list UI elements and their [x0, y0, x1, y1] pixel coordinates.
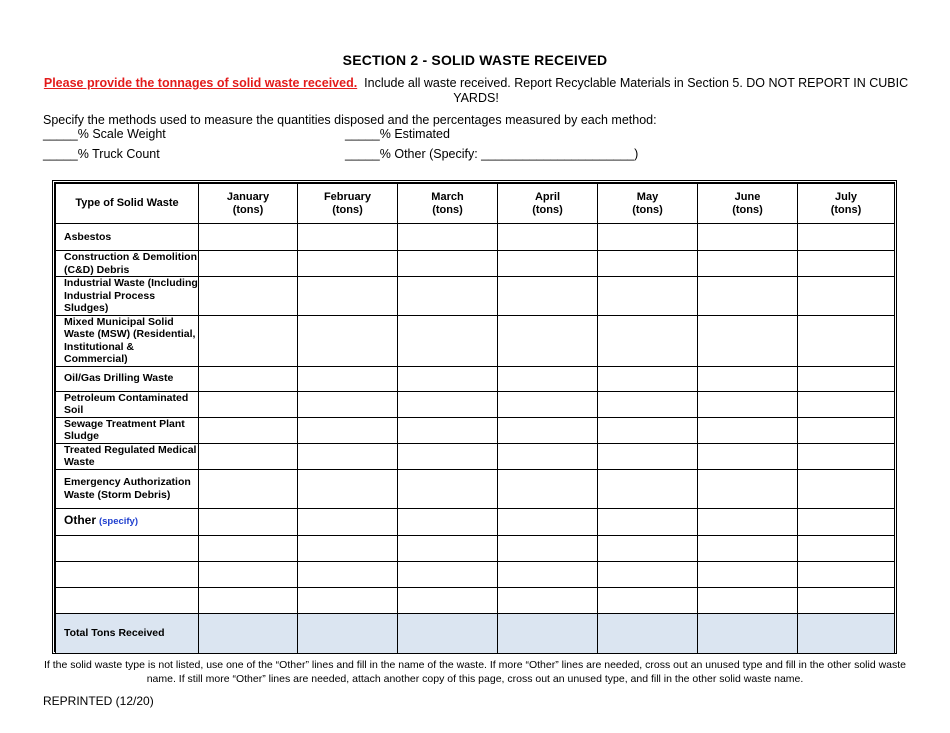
table-row: [56, 417, 895, 443]
table-row: [56, 391, 895, 417]
tons-cell[interactable]: [199, 417, 298, 443]
waste-table-frame: [52, 180, 897, 654]
tons-cell[interactable]: [498, 561, 598, 587]
tons-cell[interactable]: [698, 417, 798, 443]
tons-cell[interactable]: [798, 315, 895, 366]
tons-cell[interactable]: [298, 469, 398, 508]
other-name-cell[interactable]: [56, 561, 199, 587]
table-row: [56, 587, 895, 613]
table-row: [56, 508, 895, 535]
tons-cell[interactable]: [199, 469, 298, 508]
tons-cell[interactable]: [199, 251, 298, 277]
tons-cell[interactable]: [598, 469, 698, 508]
table-row: [56, 224, 895, 251]
instructions-highlight: Please provide the tonnages of solid waste received.: [43, 76, 358, 90]
tons-cell[interactable]: [199, 587, 298, 613]
tons-cell[interactable]: [398, 366, 498, 391]
tons-cell[interactable]: [598, 443, 698, 469]
month-header-february: February (tons): [298, 184, 398, 224]
tons-cell[interactable]: [498, 417, 598, 443]
tons-cell[interactable]: [598, 366, 698, 391]
tons-cell[interactable]: [698, 443, 798, 469]
tons-cell[interactable]: [199, 224, 298, 251]
tons-cell[interactable]: [698, 224, 798, 251]
tons-cell[interactable]: [398, 417, 498, 443]
table-row: [56, 443, 895, 469]
total-cell[interactable]: [199, 613, 298, 653]
tons-cell[interactable]: [498, 391, 598, 417]
tons-cell[interactable]: [298, 391, 398, 417]
row-label-industrial-waste: Industrial Waste (Including Industrial Process Sludges): [56, 277, 199, 316]
row-label-msw: Mixed Municipal Solid Waste (MSW) (Residential, Institutional & Commercial): [56, 315, 199, 366]
tons-cell[interactable]: [698, 391, 798, 417]
tons-cell[interactable]: [498, 315, 598, 366]
tons-cell[interactable]: [398, 561, 498, 587]
tons-cell[interactable]: [598, 587, 698, 613]
tons-cell[interactable]: [598, 251, 698, 277]
tons-cell[interactable]: [498, 587, 598, 613]
tons-cell[interactable]: [199, 277, 298, 316]
table-row: [56, 535, 895, 561]
tons-cell[interactable]: [498, 443, 598, 469]
header-row: [56, 184, 895, 224]
tons-cell[interactable]: [598, 315, 698, 366]
scale-weight-field[interactable]: _____% Scale Weight: [43, 127, 166, 141]
tons-cell[interactable]: [498, 277, 598, 316]
month-header-january: January (tons): [199, 184, 298, 224]
tons-cell[interactable]: [698, 251, 798, 277]
tons-cell[interactable]: [498, 224, 598, 251]
instructions-text: Include all waste received. Report Recyclable Materials in Section 5. DO NOT REPORT IN CUBIC YARDS!: [364, 76, 909, 105]
tons-cell[interactable]: [498, 251, 598, 277]
row-label-cd-debris: Construction & Demolition (C&D) Debris: [56, 251, 199, 277]
tons-cell[interactable]: [698, 469, 798, 508]
tons-cell[interactable]: [398, 443, 498, 469]
tons-cell[interactable]: [798, 391, 895, 417]
tons-cell[interactable]: [798, 277, 895, 316]
month-header-april: April (tons): [498, 184, 598, 224]
total-row: [56, 613, 895, 653]
other-name-cell[interactable]: [56, 535, 199, 561]
tons-cell[interactable]: [498, 535, 598, 561]
reprinted-label: REPRINTED (12/20): [43, 694, 154, 708]
estimated-field[interactable]: _____% Estimated: [345, 127, 450, 141]
tons-cell[interactable]: [298, 315, 398, 366]
month-header-july: July (tons): [798, 184, 895, 224]
month-header-may: May (tons): [598, 184, 698, 224]
tons-cell[interactable]: [798, 251, 895, 277]
row-label-petroleum-soil: Petroleum Contaminated Soil: [56, 391, 199, 417]
row-label-oil-gas: Oil/Gas Drilling Waste: [56, 366, 199, 391]
tons-cell[interactable]: [598, 391, 698, 417]
tons-cell[interactable]: [398, 277, 498, 316]
tons-cell[interactable]: [698, 366, 798, 391]
month-header-march: March (tons): [398, 184, 498, 224]
tons-cell[interactable]: [199, 443, 298, 469]
tons-cell[interactable]: [398, 535, 498, 561]
row-label-sewage-sludge: Sewage Treatment Plant Sludge: [56, 417, 199, 443]
truck-count-field[interactable]: _____% Truck Count: [43, 147, 160, 161]
other-method-field[interactable]: _____% Other (Specify: ______________________): [345, 147, 639, 161]
tons-cell[interactable]: [698, 508, 798, 535]
tons-cell[interactable]: [298, 366, 398, 391]
tons-cell[interactable]: [298, 277, 398, 316]
tons-cell[interactable]: [199, 391, 298, 417]
total-cell[interactable]: [698, 613, 798, 653]
total-cell[interactable]: [298, 613, 398, 653]
tons-cell[interactable]: [199, 535, 298, 561]
tons-cell[interactable]: [798, 587, 895, 613]
table-row: [56, 315, 895, 366]
tons-cell[interactable]: [398, 251, 498, 277]
total-cell[interactable]: [498, 613, 598, 653]
tons-cell[interactable]: [298, 535, 398, 561]
tons-cell[interactable]: [698, 315, 798, 366]
tons-cell[interactable]: [798, 443, 895, 469]
total-cell[interactable]: [398, 613, 498, 653]
total-cell[interactable]: [598, 613, 698, 653]
row-label-emergency-waste: Emergency Authorization Waste (Storm Debris): [56, 469, 199, 508]
tons-cell[interactable]: [598, 417, 698, 443]
tons-cell[interactable]: [199, 366, 298, 391]
other-label: Other: [64, 513, 97, 528]
tons-cell[interactable]: [798, 224, 895, 251]
tons-cell[interactable]: [798, 366, 895, 391]
tons-cell[interactable]: [498, 366, 598, 391]
tons-cell[interactable]: [798, 535, 895, 561]
table-row: [56, 561, 895, 587]
tons-cell[interactable]: [798, 561, 895, 587]
waste-table: [55, 183, 895, 654]
tons-cell[interactable]: [698, 535, 798, 561]
tons-cell[interactable]: [798, 417, 895, 443]
tons-cell[interactable]: [298, 587, 398, 613]
table-row: [56, 251, 895, 277]
table-row: [56, 366, 895, 391]
tons-cell[interactable]: [798, 469, 895, 508]
row-label-asbestos: Asbestos: [56, 224, 199, 251]
tons-cell[interactable]: [498, 508, 598, 535]
tons-cell[interactable]: [199, 561, 298, 587]
tons-cell[interactable]: [199, 315, 298, 366]
total-cell[interactable]: [798, 613, 895, 653]
tons-cell[interactable]: [199, 508, 298, 535]
tons-cell[interactable]: [598, 277, 698, 316]
month-header-june: June (tons): [698, 184, 798, 224]
footnote: If the solid waste type is not listed, use one of the “Other” lines and fill in the name of the waste. If more “Other” lines are needed, cross out an unused type and fill in the other solid waste name. If still more “Other” lines are needed, attach another copy of this page, cross out an unused type, and fill in the other solid waste name.: [43, 659, 907, 685]
tons-cell[interactable]: [598, 224, 698, 251]
tons-cell[interactable]: [298, 251, 398, 277]
table-row: [56, 469, 895, 508]
tons-cell[interactable]: [698, 277, 798, 316]
tons-cell[interactable]: [298, 224, 398, 251]
instructions: [43, 76, 909, 106]
tons-cell[interactable]: [698, 587, 798, 613]
page-title: SECTION 2 - SOLID WASTE RECEIVED: [342, 52, 608, 68]
table-row: [56, 277, 895, 316]
other-specify-note: (specify): [98, 516, 139, 528]
tons-cell[interactable]: [398, 587, 498, 613]
methods-prompt: Specify the methods used to measure the quantities disposed and the percentages measured by each method:: [43, 113, 657, 127]
tons-cell[interactable]: [698, 561, 798, 587]
type-header: Type of Solid Waste: [56, 184, 199, 224]
tons-cell[interactable]: [298, 443, 398, 469]
tons-cell[interactable]: [398, 508, 498, 535]
row-label-medical-waste: Treated Regulated Medical Waste: [56, 443, 199, 469]
tons-cell[interactable]: [398, 224, 498, 251]
tons-cell[interactable]: [498, 469, 598, 508]
tons-cell[interactable]: [398, 315, 498, 366]
tons-cell[interactable]: [298, 508, 398, 535]
total-label: Total Tons Received: [56, 613, 199, 653]
tons-cell[interactable]: [298, 561, 398, 587]
tons-cell[interactable]: [598, 508, 698, 535]
tons-cell[interactable]: [298, 417, 398, 443]
tons-cell[interactable]: [598, 561, 698, 587]
row-label-other: [56, 508, 199, 535]
tons-cell[interactable]: [798, 508, 895, 535]
tons-cell[interactable]: [398, 469, 498, 508]
tons-cell[interactable]: [598, 535, 698, 561]
other-name-cell[interactable]: [56, 587, 199, 613]
tons-cell[interactable]: [398, 391, 498, 417]
